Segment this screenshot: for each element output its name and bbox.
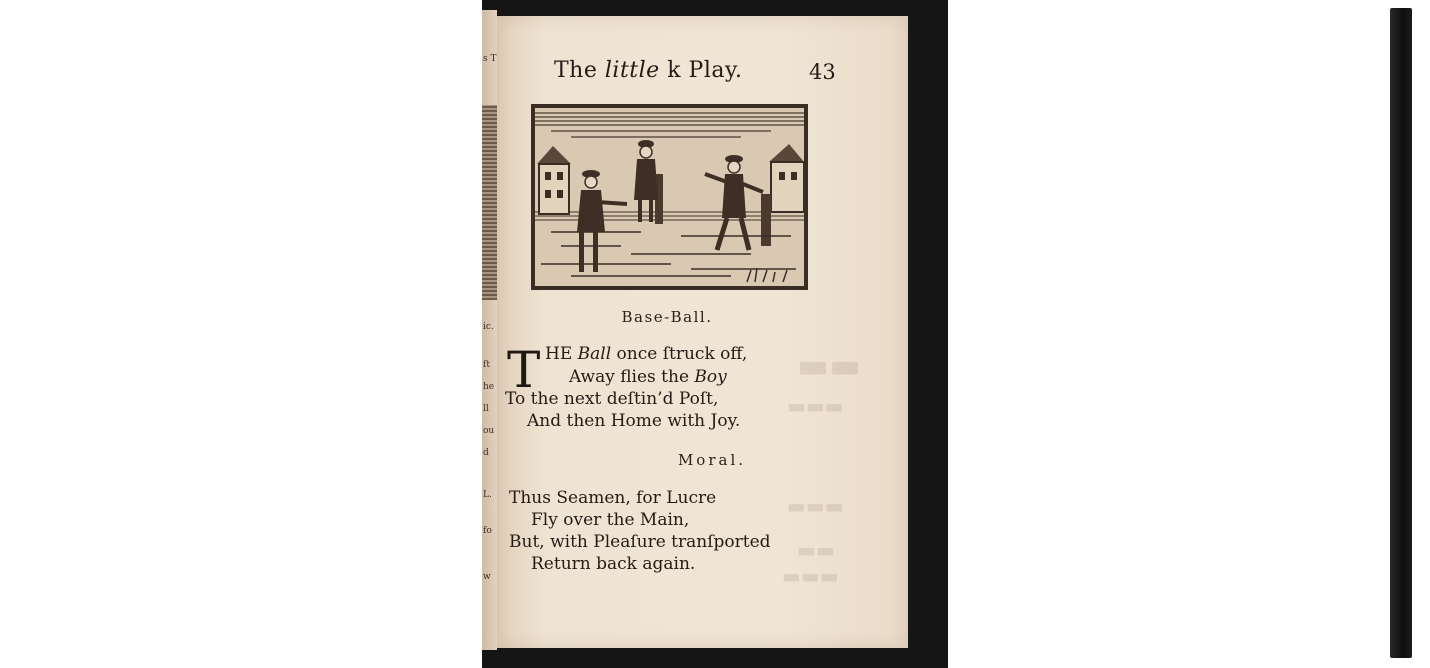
facing-page-fragment: ic. xyxy=(483,322,494,332)
running-head-italic: little xyxy=(604,58,660,83)
moral-line-1: Thus Seamen, for Lucre xyxy=(509,488,717,508)
show-through-ghost: ▬▬▬ xyxy=(782,564,839,588)
drop-cap: T xyxy=(507,341,541,399)
facing-page-fragment: fo xyxy=(483,526,492,536)
poem-line-text: And then Home with Joy. xyxy=(527,411,741,431)
running-head xyxy=(554,58,742,83)
show-through-ghost: ▬▬ xyxy=(797,346,862,386)
poem-line-text: HE xyxy=(545,344,578,364)
woodcut-illustration xyxy=(531,104,808,290)
poem-line-italic: Ball xyxy=(577,344,612,364)
facing-page-fragment: ou xyxy=(483,426,495,436)
moral-line-3: But, with Pleaſure tranſported xyxy=(509,532,771,552)
facing-page-fragment: w xyxy=(483,572,491,582)
book-cover-edge xyxy=(1390,8,1412,658)
poem-line-4 xyxy=(527,411,740,431)
facing-page-woodcut-edge xyxy=(482,105,497,300)
page-number: 43 xyxy=(809,60,836,84)
poem-line-text: To the next deſtin’d Poſt, xyxy=(505,389,719,409)
poem-line-1 xyxy=(545,344,747,364)
facing-page-fragment: d xyxy=(483,448,489,458)
poem-line-text: Away flies the xyxy=(569,367,695,387)
facing-page-fragment: ll xyxy=(483,404,489,414)
facing-page-sliver xyxy=(482,10,497,650)
show-through-ghost: ▬▬ xyxy=(797,538,835,562)
moral-line-2: Fly over the Main, xyxy=(531,510,690,530)
running-head-before: The xyxy=(554,58,598,83)
poem-line-3 xyxy=(505,389,718,409)
illustration-caption: Base-Ball. xyxy=(621,308,713,326)
poem-line-italic: Boy xyxy=(694,367,727,387)
base-ball-woodcut-icon xyxy=(531,104,808,290)
show-through-ghost: ▬▬▬ xyxy=(787,494,844,518)
book-page xyxy=(497,16,908,648)
poem-line-2 xyxy=(569,367,727,387)
facing-page-fragment: s T xyxy=(483,54,497,64)
moral-heading: Moral. xyxy=(677,451,747,469)
facing-page-fragment: L. xyxy=(483,490,492,500)
facing-page-fragment: ſt xyxy=(483,360,490,370)
facing-page-fragment: he xyxy=(483,382,495,392)
running-head-after: k Play. xyxy=(667,58,743,83)
poem-line-text: once ſtruck off, xyxy=(611,344,748,364)
show-through-ghost: ▬▬▬ xyxy=(787,394,844,418)
moral-line-4: Return back again. xyxy=(531,554,696,574)
